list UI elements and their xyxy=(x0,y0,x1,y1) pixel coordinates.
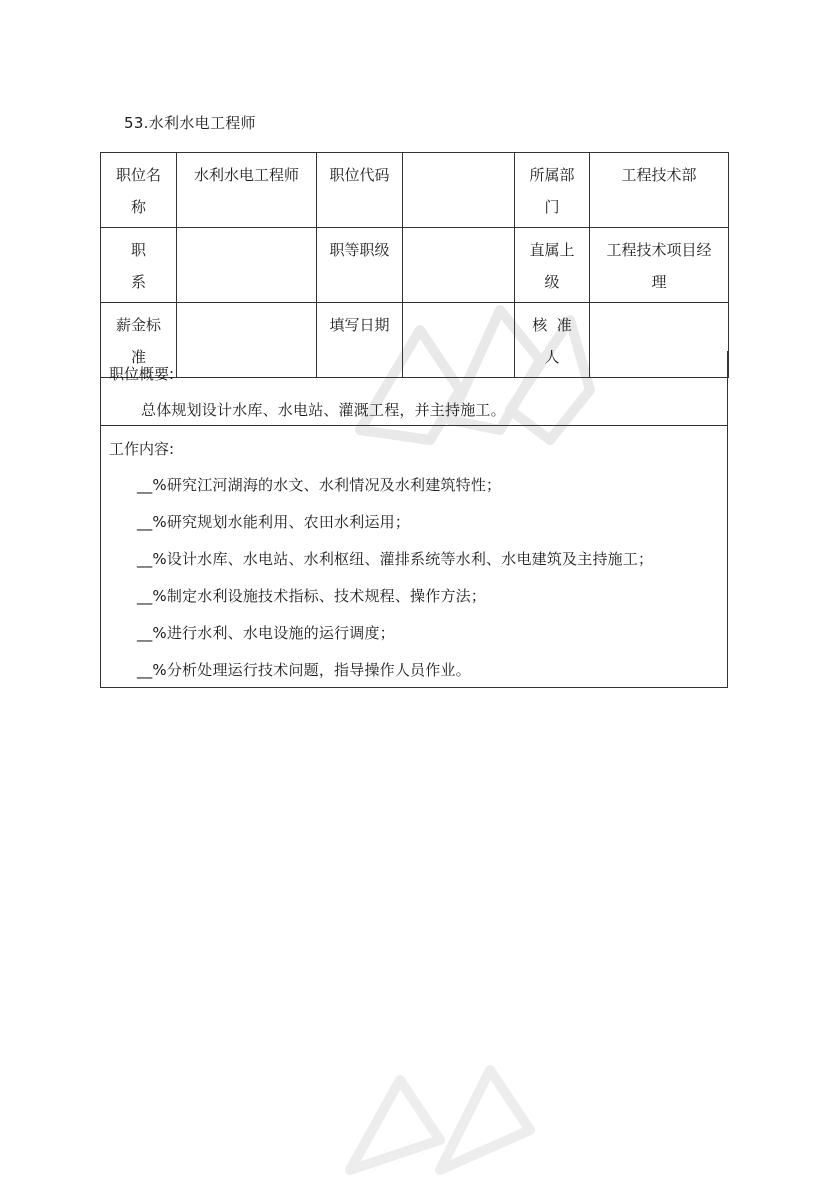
grade-level-value xyxy=(403,228,515,303)
job-family-label: 职 系 xyxy=(101,228,177,303)
position-name-label: 职位名 称 xyxy=(101,153,177,228)
document-title: 53.水利水电工程师 xyxy=(124,114,256,132)
job-duties-section xyxy=(100,425,728,688)
job-family-value xyxy=(177,228,317,303)
duty-item: __%进行水利、水电设施的运行调度； xyxy=(137,624,395,642)
position-code-value xyxy=(403,153,515,228)
duty-item: __%设计水库、水电站、水利枢纽、灌排系统等水利、水电建筑及主持施工； xyxy=(137,550,654,568)
duty-item: __%研究规划水能利用、农田水利运用； xyxy=(137,513,411,531)
department-label: 所属部 门 xyxy=(515,153,590,228)
supervisor-value: 工程技术项目经 理 xyxy=(590,228,729,303)
fill-date-label: 填写日期 xyxy=(317,303,403,378)
department-value: 工程技术部 xyxy=(590,153,729,228)
job-info-table xyxy=(100,152,729,378)
position-summary-section xyxy=(100,351,728,426)
position-code-label: 职位代码 xyxy=(317,153,403,228)
duty-item: __%分析处理运行技术问题，指导操作人员作业。 xyxy=(137,661,471,679)
salary-standard-label: 薪金标 准 xyxy=(101,303,177,378)
summary-label: 职位概要: xyxy=(109,365,175,383)
table-row xyxy=(101,228,729,303)
grade-level-label: 职等职级 xyxy=(317,228,403,303)
approver-label: 核 准 人 xyxy=(515,303,590,378)
table-row xyxy=(101,153,729,228)
watermark xyxy=(330,1040,570,1180)
summary-text: 总体规划设计水库、水电站、灌溉工程，并主持施工。 xyxy=(141,401,506,419)
position-name-value: 水利水电工程师 xyxy=(177,153,317,228)
duties-label: 工作内容: xyxy=(109,440,175,458)
supervisor-label: 直属上 级 xyxy=(515,228,590,303)
duty-item: __%研究江河湖海的水文、水利情况及水利建筑特性； xyxy=(137,476,502,494)
duty-item: __%制定水利设施技术指标、技术规程、操作方法； xyxy=(137,587,487,605)
